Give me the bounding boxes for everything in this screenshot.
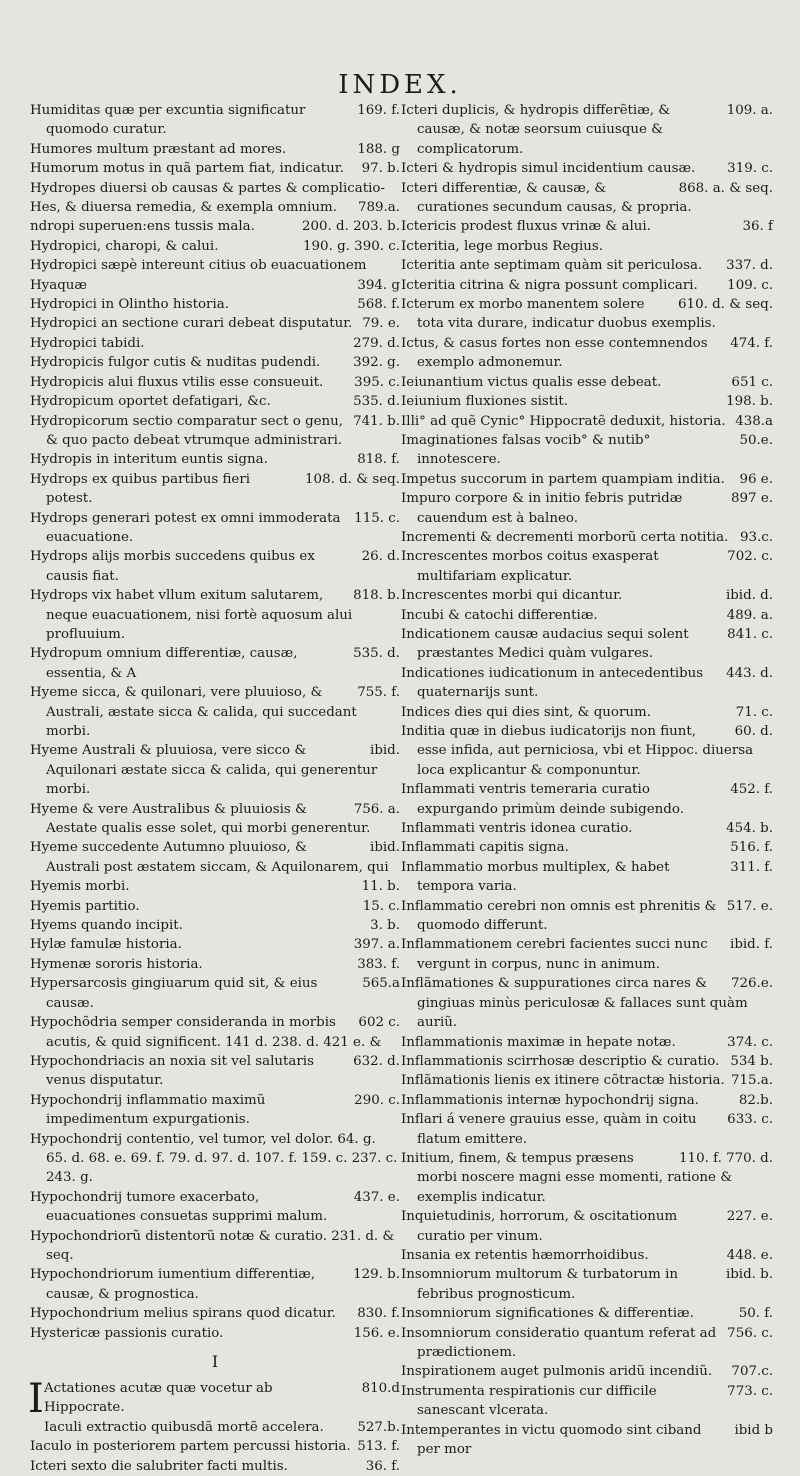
- index-entry: [30, 683, 400, 741]
- entry-page-ref: 443. d.: [726, 665, 773, 681]
- entry-text: Hydrops generari potest ex omni immoderata euacuatione.: [30, 510, 341, 545]
- entry-page-ref: 651 c.: [731, 374, 773, 390]
- entry-page-ref: 97. b.: [361, 161, 400, 177]
- entry-page-ref: 156. e.: [353, 1325, 400, 1341]
- index-entry: [30, 1324, 400, 1343]
- entry-page-ref: 632. d.: [353, 1053, 400, 1069]
- entry-text: Hyaquæ: [30, 277, 88, 293]
- entry-page-ref: 374. c.: [727, 1034, 773, 1050]
- index-entry: [30, 314, 400, 333]
- entry-page-ref: ibid.: [370, 743, 400, 759]
- index-entry: [30, 586, 400, 644]
- entry-page-ref: 36. f: [742, 219, 773, 235]
- entry-page-ref: 715.a.: [730, 1073, 773, 1089]
- entry-text: Ieiunium fluxiones sistit.: [401, 394, 569, 410]
- index-entry: [401, 1304, 773, 1323]
- index-entry: [401, 897, 773, 936]
- entry-text: Humorum motus in quã partem fiat, indicatur.: [30, 161, 344, 177]
- entry-page-ref: 311. f.: [730, 859, 773, 875]
- entry-text: Icteritia, lege morbus Regius.: [401, 238, 603, 254]
- entry-text: Instrumenta respirationis cur difficile sanescant vlcerata.: [401, 1383, 657, 1419]
- right-entries: [401, 101, 773, 1459]
- entry-text: Inflãmationis lienis ex itinere cõtractæ historia.: [401, 1073, 725, 1089]
- entry-text: Hydropici an sectione curari debeat disputatur.: [30, 316, 353, 332]
- entry-page-ref: ibid. f.: [730, 937, 773, 953]
- entry-page-ref: 489. a.: [726, 607, 773, 623]
- entry-text: Hydrops ex quibus partibus fieri potest.: [30, 471, 250, 507]
- entry-text: Inflãmationes & suppurationes circa nares & gingiuas minùs periculosæ & fallaces sunt quàm auriũ.: [401, 976, 748, 1031]
- index-entry: [401, 586, 773, 605]
- index-entry: [30, 800, 400, 839]
- entry-text: Insania ex retentis hæmorrhoidibus.: [401, 1247, 649, 1263]
- entry-text: Hyeme sicca, & quilonari, vere pluuioso, & Australi, æstate sicca & calida, qui succedant morbi.: [30, 685, 357, 739]
- index-entry: [30, 237, 400, 256]
- index-entry: [401, 217, 773, 236]
- entry-page-ref: 383. f.: [357, 956, 400, 972]
- index-entry: [30, 838, 400, 877]
- entry-page-ref: 830. f.: [357, 1306, 400, 1322]
- index-entry: [30, 470, 400, 509]
- index-entry: [401, 373, 773, 392]
- index-entry: [401, 703, 773, 722]
- index-entry: [401, 392, 773, 411]
- right-column: [401, 101, 773, 1459]
- entry-page-ref: 534 b.: [730, 1053, 773, 1069]
- index-entry: [401, 412, 773, 431]
- entry-text: Hyeme & vere Australibus & pluuiosis & Aestate qualis esse solet, qui morbi generentur.: [30, 801, 371, 837]
- index-entry: [30, 1052, 400, 1091]
- index-entry: [401, 431, 773, 470]
- index-entry: [401, 625, 773, 664]
- entry-text: Hylæ famulæ historia.: [30, 937, 182, 953]
- index-entry: [401, 664, 773, 703]
- entry-text: Inflammatio morbus multiplex, & habet tempora varia.: [401, 859, 670, 895]
- entry-text: Inflammationem cerebri facientes succi nunc vergunt in corpus, nunc in animum.: [401, 937, 708, 972]
- entry-text: Icteri & hydropis simul incidentium causæ.: [401, 161, 696, 177]
- dropcap-letter: I: [28, 1376, 44, 1422]
- entry-text: Initium, finem, & tempus præsens morbi noscere magni esse momenti, ratione & exemplis indicatur.: [401, 1150, 733, 1205]
- index-entry: [401, 295, 773, 334]
- entry-page-ref: 535. d.: [353, 646, 400, 662]
- index-entry: [401, 1265, 773, 1304]
- entry-text: Hypochõdria semper consideranda in morbis acutis, & quid significent. 141 d. 238. d. 421 e. &: [30, 1015, 382, 1050]
- index-entry: [30, 974, 400, 1013]
- entry-text: Inflammati capitis signa.: [401, 840, 569, 856]
- index-entry: [401, 179, 773, 218]
- entry-text: Insomniorum multorum & turbatorum in febribus prognosticum.: [401, 1267, 678, 1302]
- index-entry: [30, 217, 400, 236]
- entry-page-ref: 290. c.: [354, 1092, 400, 1108]
- index-entry: [28, 1376, 400, 1422]
- entry-page-ref: 527.b.: [357, 1419, 400, 1435]
- index-entry: [401, 1110, 773, 1149]
- index-entry: [30, 1130, 400, 1188]
- entry-text: Illi° ad quẽ Cynic° Hippocratẽ deduxit, historia.: [401, 413, 726, 429]
- index-entry: [401, 935, 773, 974]
- index-entry: [30, 373, 400, 392]
- entry-page-ref: 755. f.: [357, 685, 400, 701]
- entry-text: Iaculo in posteriorem partem percussi historia.: [30, 1439, 351, 1455]
- entry-text: Hydropicis alui fluxus vtilis esse consueuit.: [30, 374, 324, 390]
- index-entry: [401, 1149, 773, 1207]
- index-entry: [30, 256, 400, 275]
- left-entries: [30, 101, 400, 1343]
- index-entry: [401, 1421, 773, 1460]
- index-entry: [401, 159, 773, 178]
- index-entry: [401, 819, 773, 838]
- left-column: [30, 101, 400, 1476]
- entry-text: Inflammati ventris temeraria curatio expurgando primùm deinde subigendo.: [401, 782, 684, 817]
- entry-text: Inspirationem auget pulmonis aridũ incendiũ.: [401, 1364, 713, 1380]
- entry-text: Hydropici, charopi, & calui.: [30, 238, 219, 254]
- entry-text: Icteri sexto die salubriter facti multis.: [30, 1458, 288, 1474]
- entry-text: Indicationem causæ audacius sequi solent præstantes Medici quàm vulgares.: [401, 626, 689, 662]
- index-entry: [401, 1071, 773, 1090]
- index-entry: [401, 276, 773, 295]
- entry-text: Hypochondrij contentio, vel tumor, vel dolor. 64. g. 65. d. 68. e. 69. f. 79. d. 97. d. 107. f. 159. c. 237. c. 243. g.: [30, 1131, 398, 1186]
- index-entry: [30, 741, 400, 799]
- index-entry: [30, 101, 400, 140]
- entry-page-ref: 818. f.: [357, 452, 400, 468]
- entry-text: Hypochondrij tumore exacerbato, euacuationes consuetas supprimi malum.: [30, 1189, 328, 1225]
- index-entry: [401, 1091, 773, 1110]
- index-entry: [30, 935, 400, 954]
- entry-page-ref: 818. b.: [353, 588, 400, 604]
- index-entry: [401, 606, 773, 625]
- entry-page-ref: 109. a.: [726, 103, 773, 118]
- entry-page-ref: 36. f.: [365, 1458, 400, 1474]
- entry-page-ref: 810.d: [361, 1381, 400, 1396]
- entry-page-ref: 517. e.: [726, 898, 773, 914]
- entry-text: Imaginationes falsas vocib° & nutib° innotescere.: [401, 432, 651, 468]
- entry-text: Hyems quando incipit.: [30, 918, 183, 934]
- entry-page-ref: 337. d.: [726, 258, 773, 274]
- index-entry: [30, 392, 400, 411]
- entry-text: Icteritia citrina & nigra possunt complicari.: [401, 277, 698, 293]
- entry-page-ref: 279. d.: [353, 335, 400, 351]
- dropcap-block: [28, 1376, 400, 1437]
- entry-text: Inflammationis internæ hypochondrij signa.: [401, 1092, 699, 1108]
- entry-text: Impetus succorum in partem quampiam inditia.: [401, 471, 725, 487]
- index-entry: [30, 1437, 400, 1456]
- page-heading: INDEX.: [338, 70, 462, 100]
- entry-page-ref: 726.e.: [731, 976, 773, 992]
- index-entry: [30, 450, 400, 469]
- index-entry: [401, 1207, 773, 1246]
- index-entry: [401, 528, 773, 547]
- entry-text: Inflammati ventris idonea curatio.: [401, 821, 633, 837]
- index-entry: [30, 644, 400, 683]
- index-entry: [401, 547, 773, 586]
- index-entry: [30, 295, 400, 314]
- entry-text: Icteri differentiæ, & causæ, & curationes secundum causas, & propria.: [401, 180, 692, 216]
- entry-text: Hydropicis fulgor cutis & nuditas pudendi.: [30, 355, 321, 371]
- index-entry: [30, 547, 400, 586]
- index-entry: [30, 179, 400, 198]
- entry-text: Indices dies qui dies sint, & quorum.: [401, 704, 651, 720]
- entry-page-ref: 841. c.: [727, 626, 773, 642]
- entry-page-ref: 109. c.: [727, 277, 773, 293]
- entry-text: Icterum ex morbo manentem solere tota vita durare, indicatur duobus exemplis.: [401, 297, 716, 332]
- entry-page-ref: 513. f.: [357, 1439, 400, 1455]
- entry-page-ref: 602 c.: [358, 1015, 400, 1031]
- entry-text: Actationes acutæ quæ vocetur ab Hippocrate.: [44, 1381, 273, 1416]
- entry-page-ref: 707.c.: [731, 1364, 773, 1380]
- index-entry: [30, 1227, 400, 1266]
- entry-text: Incrementi & decrementi morborũ certa notitia.: [401, 529, 729, 545]
- entry-text: Icteri duplicis, & hydropis differẽtiæ, & causæ, & notæ seorsum cuiusque & complicatorum.: [401, 103, 671, 157]
- entry-text: Hyemis partitio.: [30, 898, 140, 914]
- entry-page-ref: 3. b.: [370, 918, 400, 934]
- index-entry: [30, 198, 400, 217]
- index-entry: [30, 276, 400, 295]
- entry-page-ref: 437. e.: [353, 1189, 400, 1205]
- entry-text: Hydropes diuersi ob causas & partes & complicatio-: [30, 180, 385, 196]
- entry-page-ref: 756. c.: [727, 1325, 773, 1341]
- entry-text: Hydropicorum sectio comparatur sect o genu, & quo pacto debeat vtrumque administrari.: [30, 413, 344, 448]
- entry-page-ref: 115. c.: [354, 510, 400, 526]
- entry-page-ref: 702. c.: [727, 549, 773, 565]
- entry-page-ref: 200. d. 203. b.: [301, 219, 400, 235]
- entry-text: Increscentes morbos coitus exasperat multifariam explicatur.: [401, 549, 659, 584]
- entry-page-ref: 79. e.: [362, 316, 400, 332]
- entry-text: Hydropici tabidi.: [30, 335, 145, 351]
- index-entry: [401, 1324, 773, 1363]
- entry-page-ref: 897 e.: [731, 491, 773, 507]
- entry-text: Hypochondriacis an noxia sit vel salutaris venus disputatur.: [30, 1053, 314, 1089]
- entry-page-ref: 190. g. 390. c.: [303, 238, 400, 254]
- entry-page-ref: 568. f.: [357, 297, 400, 313]
- entry-page-ref: 15. c.: [362, 898, 400, 914]
- entry-text: Inditia quæ in diebus iudicatorijs non fiunt, esse infida, aut perniciosa, vbi et Hippoc. diuersa loca explicantur & componuntur.: [401, 724, 754, 778]
- entry-text: Hyeme succedente Autumno pluuioso, & Australi post æstatem siccam, & Aquilonarem, qui: [30, 840, 389, 875]
- entry-page-ref: 756. a.: [353, 801, 400, 817]
- index-entry: [401, 780, 773, 819]
- entry-text: Ictus, & casus fortes non esse contemnendos exemplo admonemur.: [401, 335, 708, 371]
- entry-text: Inflammatio cerebri non omnis est phrenitis & quomodo differunt.: [401, 898, 717, 934]
- entry-text: Inquietudinis, horrorum, & oscitationum curatio per vinum.: [401, 1209, 678, 1244]
- entry-text: Incubi & catochi differentiæ.: [401, 607, 598, 623]
- entry-text: Hypersarcosis gingiuarum quid sit, & eius causæ.: [30, 976, 318, 1011]
- index-entry: [30, 412, 400, 451]
- index-entry: [401, 1362, 773, 1381]
- entry-text: Icteritia ante septimam quàm sit periculosa.: [401, 258, 703, 274]
- index-entry: [30, 877, 400, 896]
- index-entry: [30, 1188, 400, 1227]
- entry-page-ref: 516. f.: [730, 840, 773, 856]
- entry-page-ref: 392. g.: [353, 355, 400, 371]
- entry-text: Hypochondriorũ distentorũ notæ & curatio. 231. d. & seq.: [30, 1228, 395, 1263]
- entry-page-ref: 129. b.: [353, 1267, 400, 1283]
- entry-text: ndropi superuen:ens tussis mala.: [30, 219, 255, 235]
- entry-text: Hydropum omnium differentiæ, causæ, essentia, & A: [30, 646, 298, 681]
- entry-page-ref: 11. b.: [361, 879, 400, 895]
- entry-page-ref: 741. b.: [353, 413, 400, 429]
- index-entry: [401, 334, 773, 373]
- entry-page-ref: 773. c.: [727, 1383, 773, 1399]
- entry-text: Increscentes morbi qui dicantur.: [401, 588, 623, 604]
- index-entry: [30, 1457, 400, 1476]
- entry-text: Hydropis in interitum euntis signa.: [30, 452, 268, 468]
- entry-text: Humores multum præstant ad mores.: [30, 141, 287, 157]
- entry-text: Intemperantes in victu quomodo sint ciband per mor: [401, 1422, 702, 1458]
- entry-page-ref: 565.a: [362, 976, 400, 992]
- index-entry: [401, 256, 773, 275]
- entry-text: Hyeme Australi & pluuiosa, vere sicco & Aquilonari æstate sicca & calida, qui generentur morbi.: [30, 743, 378, 798]
- entry-page-ref: 454. b.: [726, 821, 773, 837]
- entry-text: Inflammationis maximæ in hepate notæ.: [401, 1034, 676, 1050]
- entry-page-ref: ibid b: [734, 1422, 773, 1438]
- index-entry: [30, 1304, 400, 1323]
- index-entry: [401, 470, 773, 489]
- entry-text: Hydropici sæpè intereunt citius ob euacuationem: [30, 258, 367, 274]
- entry-text: Iaculi extractio quibusdã mortẽ accelera.: [44, 1419, 324, 1435]
- entry-text: Humiditas quæ per excuntia significatur quomodo curatur.: [30, 103, 306, 138]
- entry-page-ref: 789.a.: [357, 200, 400, 216]
- index-entry: [30, 159, 400, 178]
- entry-page-ref: 394. g: [357, 277, 400, 293]
- index-entry: [401, 838, 773, 857]
- entry-text: Hymenæ sororis historia.: [30, 956, 203, 972]
- index-entry: [401, 237, 773, 256]
- entry-page-ref: 438.a: [735, 413, 773, 429]
- entry-text: Hes, & diuersa remedia, & exempla omnium.: [30, 200, 337, 216]
- entry-page-ref: 319. c.: [727, 161, 773, 177]
- dropcap-entries: [28, 1376, 400, 1437]
- entry-text: Hyemis morbi.: [30, 879, 130, 895]
- entry-text: Inflari á venere grauius esse, quàm in coitu flatum emittere.: [401, 1112, 697, 1147]
- entry-text: Impuro corpore & in initio febris putridæ cauendum est à balneo.: [401, 491, 683, 526]
- index-entry: [30, 1265, 400, 1304]
- index-entry: [30, 1418, 400, 1437]
- entry-text: Hydropicum oportet defatigari, &c.: [30, 394, 271, 410]
- index-entry: [30, 1091, 400, 1130]
- entry-page-ref: 188. g: [357, 141, 400, 157]
- entry-page-ref: 535. d.: [353, 394, 400, 410]
- entry-page-ref: 71. c.: [735, 704, 773, 720]
- entry-page-ref: 198. b.: [726, 394, 773, 410]
- index-entry: [30, 1013, 400, 1052]
- index-entry: [401, 974, 773, 1032]
- index-entry: [401, 1246, 773, 1265]
- index-entry: [401, 1033, 773, 1052]
- entry-page-ref: 633. c.: [727, 1112, 773, 1128]
- entry-page-ref: 50. f.: [738, 1306, 773, 1322]
- entry-page-ref: 169. f.: [357, 103, 400, 118]
- index-entry: [30, 916, 400, 935]
- entry-text: Hydrops vix habet vllum exitum salutarem, neque euacuationem, nisi fortè aquosum alui profluuium.: [30, 588, 353, 642]
- entry-text: Hydrops alijs morbis succedens quibus ex causis fiat.: [30, 549, 315, 584]
- entry-text: Hydropici in Olintho historia.: [30, 297, 229, 313]
- entry-page-ref: ibid.: [370, 840, 400, 856]
- entry-page-ref: 96 e.: [739, 471, 773, 487]
- entry-text: Insomniorum consideratio quantum referat ad prædictionem.: [401, 1325, 717, 1360]
- index-entry: [401, 1382, 773, 1421]
- entry-text: Indicationes iudicationum in antecedentibus quaternarijs sunt.: [401, 665, 704, 701]
- entry-page-ref: 108. d. & seq.: [305, 471, 400, 487]
- index-entry: [30, 955, 400, 974]
- entry-text: Hystericæ passionis curatio.: [30, 1325, 224, 1341]
- entry-page-ref: 60. d.: [734, 724, 773, 739]
- entry-page-ref: 26. d.: [361, 549, 400, 565]
- entry-text: Ieiunantium victus qualis esse debeat.: [401, 374, 662, 390]
- entry-text: Hypochondriorum iumentium differentiæ, causæ, & prognostica.: [30, 1267, 316, 1302]
- index-entry: [401, 858, 773, 897]
- index-entry: [401, 489, 773, 528]
- entry-page-ref: 110. f. 770. d.: [679, 1150, 773, 1166]
- entry-text: Insomniorum significationes & differentiæ.: [401, 1306, 694, 1322]
- index-entry: [30, 140, 400, 159]
- entry-page-ref: 448. e.: [726, 1247, 773, 1263]
- left-tail-entries: [30, 1437, 400, 1476]
- entry-page-ref: 395. c.: [354, 374, 400, 390]
- entry-page-ref: ibid. b.: [725, 1267, 773, 1283]
- entry-page-ref: 610. d. & seq.: [678, 297, 773, 313]
- entry-page-ref: 93.c.: [739, 529, 773, 545]
- entry-page-ref: 50.e.: [739, 432, 773, 448]
- entry-text: Hypochondrij inflammatio maximũ impedimentum expurgationis.: [30, 1092, 266, 1128]
- index-entry: [30, 897, 400, 916]
- index-entry: [401, 1052, 773, 1071]
- entry-page-ref: 452. f.: [730, 782, 773, 798]
- entry-page-ref: 868. a. & seq.: [678, 180, 773, 196]
- index-entry: [401, 101, 773, 159]
- index-entry: [401, 722, 773, 780]
- entry-page-ref: 82.b.: [738, 1092, 773, 1108]
- index-entry: [30, 509, 400, 548]
- section-letter: I: [211, 1352, 219, 1371]
- entry-page-ref: 397. a.: [353, 937, 400, 953]
- index-entry: [30, 353, 400, 372]
- entry-text: Ictericis prodest fluxus vrinæ & alui.: [401, 219, 651, 235]
- entry-page-ref: 474. f.: [730, 335, 773, 351]
- entry-page-ref: 227. e.: [726, 1209, 773, 1225]
- index-entry: [30, 334, 400, 353]
- entry-text: Inflammationis scirrhosæ descriptio & curatio.: [401, 1053, 720, 1069]
- entry-page-ref: ibid. d.: [725, 588, 773, 604]
- entry-text: Hypochondrium melius spirans quod dicatur.: [30, 1306, 336, 1322]
